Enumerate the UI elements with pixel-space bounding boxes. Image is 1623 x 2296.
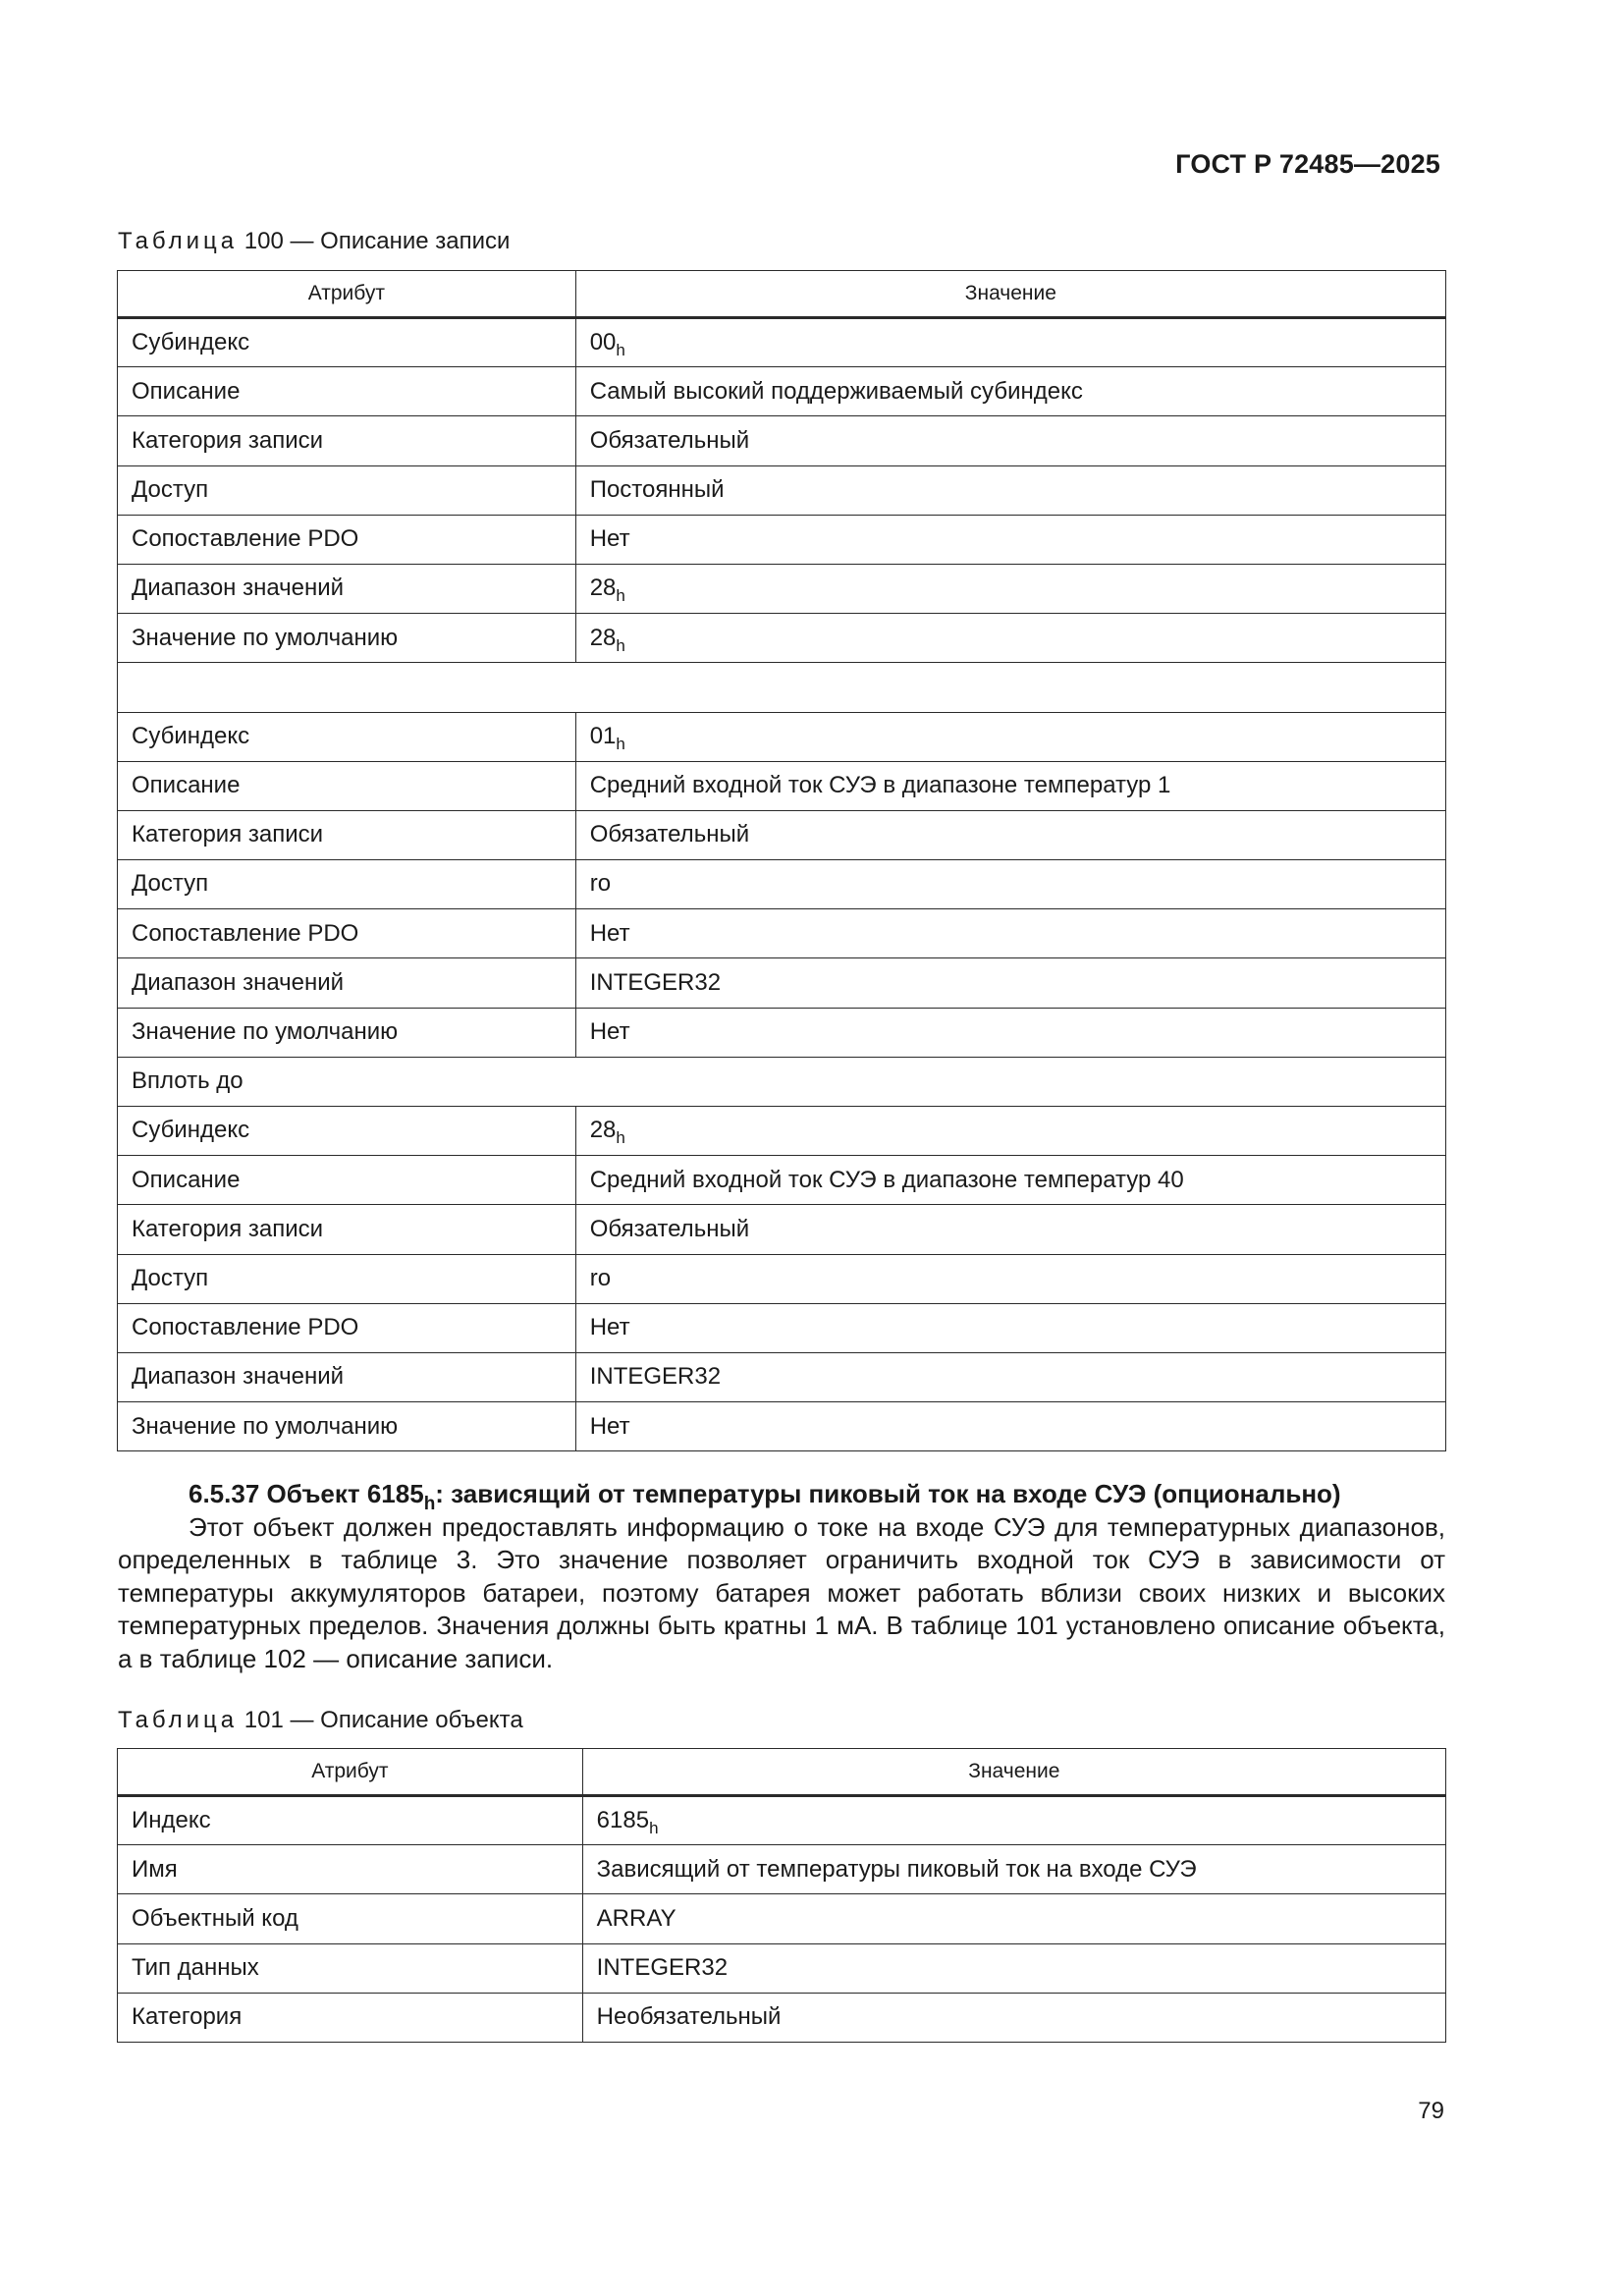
value-cell: [582, 1943, 1445, 1993]
attribute-cell: Категория записи: [118, 1205, 576, 1254]
table-row: [118, 1796, 1446, 1845]
value-cell: [575, 909, 1445, 958]
value-cell: [582, 1993, 1445, 2042]
caption-word: Таблица: [118, 1707, 239, 1733]
table-row: [118, 318, 1446, 367]
value-text: INTEGER32: [596, 1953, 729, 1981]
attribute-cell: Категория записи: [118, 416, 576, 465]
table-100: [117, 270, 1446, 1451]
page-number: 79: [1418, 2098, 1444, 2124]
attribute-cell: Субиндекс: [118, 1107, 576, 1156]
table-100-caption: [118, 228, 510, 255]
value-text: Постоянный: [589, 475, 725, 503]
value-text: Обязательный: [589, 821, 750, 848]
table-row: [118, 1894, 1446, 1943]
heading-suffix: : зависящий от температуры пиковый ток на входе СУЭ (опционально): [435, 1479, 1341, 1508]
attribute-cell: Субиндекс: [118, 318, 576, 367]
value-cell: [575, 1008, 1445, 1057]
table-row: [118, 515, 1446, 564]
value-text: Самый высокий поддерживаемый субиндекс: [589, 377, 1083, 405]
table-row: [118, 958, 1446, 1008]
table-row: [118, 1943, 1446, 1993]
table-row: [118, 1057, 1446, 1106]
value-text: 00: [589, 328, 617, 355]
value-text: 01: [589, 722, 617, 749]
table-row: [118, 1352, 1446, 1401]
value-text: 28: [589, 624, 617, 651]
value-text: ro: [589, 870, 612, 898]
attribute-cell: Значение по умолчанию: [118, 1402, 576, 1451]
value-text: Нет: [589, 525, 630, 553]
value-text: Нет: [589, 919, 630, 947]
table-row: [118, 367, 1446, 416]
value-text: Нет: [589, 1314, 630, 1341]
attribute-cell: Тип данных: [118, 1943, 583, 1993]
table-row: [118, 1205, 1446, 1254]
table-row: [118, 1254, 1446, 1303]
span-cell: [118, 663, 1446, 712]
table-row: [118, 1107, 1446, 1156]
hex-subscript: h: [616, 635, 625, 655]
value-cell: [582, 1845, 1445, 1894]
heading-prefix: 6.5.37 Объект 6185: [189, 1479, 424, 1508]
column-header-value: Значение: [582, 1749, 1445, 1796]
value-text: 28: [589, 574, 617, 602]
hex-subscript: h: [616, 340, 625, 359]
section-body: Этот объект должен предоставлять информацию о токе на входе СУЭ для температурных диапазонов, определенных в таблице 3. Это значение позволяет ограничить входной ток СУЭ в зависимости от температуры аккумуляторов батареи, поэтому батарея может работать вблизи своих низких и высоких температурных пределов. Значения должны быть кратны 1 мА. В таблице 101 установлено описание объекта, а в таблице 102 — описание записи.: [118, 1511, 1445, 1673]
value-cell: [575, 564, 1445, 613]
section-6-5-37: [118, 1478, 1445, 1675]
caption-text: 101 — Описание объекта: [238, 1707, 523, 1733]
value-cell: [575, 1156, 1445, 1205]
value-cell: [575, 1402, 1445, 1451]
table-row: [118, 1993, 1446, 2042]
hex-subscript: h: [616, 586, 625, 606]
attribute-cell: Описание: [118, 367, 576, 416]
value-text: Нет: [589, 1412, 630, 1440]
value-text: 28: [589, 1117, 617, 1144]
value-cell: [575, 367, 1445, 416]
value-cell: [575, 1107, 1445, 1156]
attribute-cell: Категория: [118, 1993, 583, 2042]
value-text: Зависящий от температуры пиковый ток на входе СУЭ: [596, 1855, 1197, 1883]
value-cell: [575, 860, 1445, 909]
column-header-value: Значение: [575, 271, 1445, 318]
value-cell: [582, 1796, 1445, 1845]
value-text: ro: [589, 1264, 612, 1291]
table-row: [118, 860, 1446, 909]
hex-subscript: h: [616, 1128, 625, 1148]
value-cell: [575, 465, 1445, 515]
table-101-caption: [118, 1707, 523, 1734]
table-row: [118, 663, 1446, 712]
attribute-cell: Имя: [118, 1845, 583, 1894]
attribute-cell: Диапазон значений: [118, 564, 576, 613]
table-row: [118, 909, 1446, 958]
table-row: [118, 761, 1446, 810]
value-cell: [575, 810, 1445, 859]
value-cell: [575, 515, 1445, 564]
attribute-cell: Сопоставление PDO: [118, 515, 576, 564]
value-cell: [575, 761, 1445, 810]
span-cell: Вплоть до: [118, 1057, 1446, 1106]
attribute-cell: Сопоставление PDO: [118, 909, 576, 958]
column-header-attribute: Атрибут: [118, 1749, 583, 1796]
table-row: [118, 1402, 1446, 1451]
value-cell: [575, 1303, 1445, 1352]
attribute-cell: Доступ: [118, 465, 576, 515]
attribute-cell: Диапазон значений: [118, 1352, 576, 1401]
document-id: ГОСТ Р 72485—2025: [1175, 149, 1440, 179]
table-row: [118, 465, 1446, 515]
attribute-cell: Описание: [118, 1156, 576, 1205]
value-cell: [575, 712, 1445, 761]
attribute-cell: Описание: [118, 761, 576, 810]
table-row: [118, 564, 1446, 613]
attribute-cell: Значение по умолчанию: [118, 614, 576, 663]
value-text: ARRAY: [596, 1904, 676, 1932]
table-101-body: [118, 1796, 1446, 2043]
table-row: [118, 416, 1446, 465]
hex-subscript: h: [649, 1818, 659, 1837]
value-text: 6185: [596, 1806, 650, 1833]
value-text: INTEGER32: [589, 968, 722, 996]
hex-subscript: h: [616, 734, 625, 753]
table-row: [118, 1156, 1446, 1205]
table-row: [118, 1303, 1446, 1352]
value-text: Средний входной ток СУЭ в диапазоне температур 1: [589, 772, 1171, 799]
value-cell: [575, 958, 1445, 1008]
value-cell: [575, 1254, 1445, 1303]
value-cell: [575, 318, 1445, 367]
attribute-cell: Категория записи: [118, 810, 576, 859]
value-text: Обязательный: [589, 426, 750, 454]
value-cell: [575, 614, 1445, 663]
table-row: [118, 712, 1446, 761]
table-row: [118, 810, 1446, 859]
value-cell: [575, 1205, 1445, 1254]
table-row: [118, 614, 1446, 663]
attribute-cell: Значение по умолчанию: [118, 1008, 576, 1057]
section-heading: [118, 1478, 1445, 1514]
value-cell: [575, 416, 1445, 465]
value-text: INTEGER32: [589, 1363, 722, 1391]
attribute-cell: Объектный код: [118, 1894, 583, 1943]
attribute-cell: Доступ: [118, 1254, 576, 1303]
attribute-cell: Индекс: [118, 1796, 583, 1845]
caption-word: Таблица: [118, 228, 239, 254]
attribute-cell: Доступ: [118, 860, 576, 909]
attribute-cell: Сопоставление PDO: [118, 1303, 576, 1352]
caption-text: 100 — Описание записи: [238, 228, 511, 254]
value-cell: [582, 1894, 1445, 1943]
table-row: [118, 1008, 1446, 1057]
table-101: [117, 1748, 1446, 2043]
attribute-cell: Диапазон значений: [118, 958, 576, 1008]
table-100-body: [118, 318, 1446, 1451]
heading-subscript: h: [423, 1494, 436, 1514]
column-header-attribute: Атрибут: [118, 271, 576, 318]
value-text: Обязательный: [589, 1215, 750, 1242]
table-row: [118, 1845, 1446, 1894]
value-cell: [575, 1352, 1445, 1401]
value-text: Средний входной ток СУЭ в диапазоне температур 40: [589, 1166, 1184, 1193]
value-text: Нет: [589, 1018, 630, 1046]
attribute-cell: Субиндекс: [118, 712, 576, 761]
value-text: Необязательный: [596, 2003, 782, 2031]
